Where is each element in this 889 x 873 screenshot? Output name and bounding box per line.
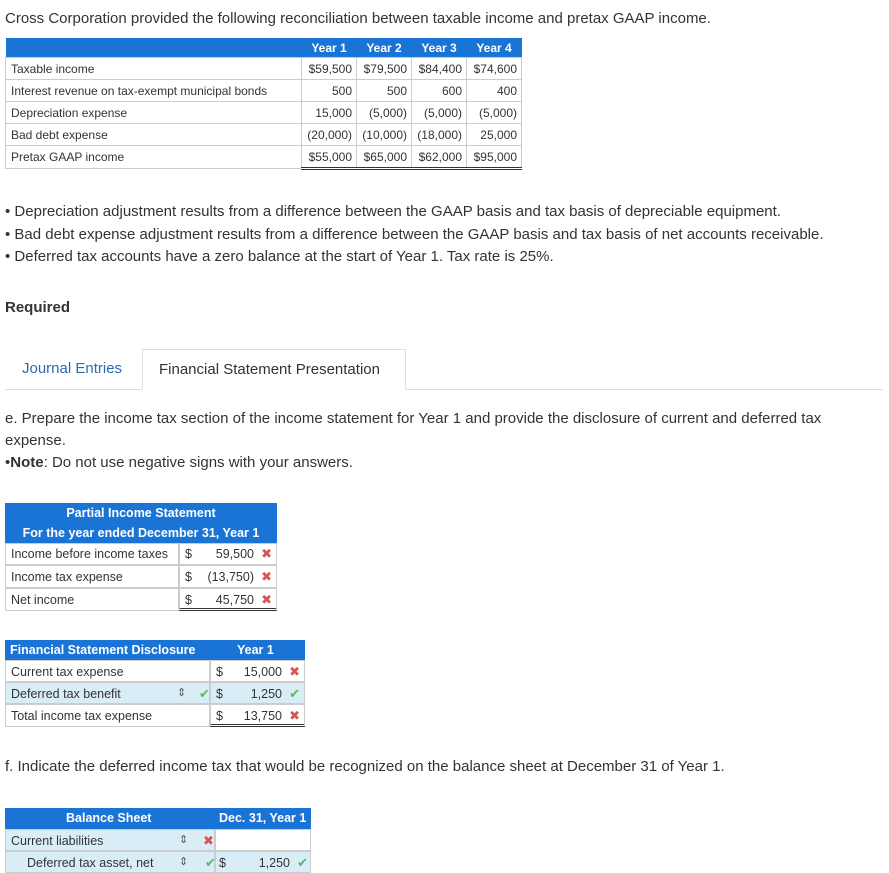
row-label: Total income tax expense bbox=[5, 704, 210, 727]
row-label: Taxable income bbox=[6, 58, 302, 80]
cell: $59,500 bbox=[302, 58, 357, 80]
table-row bbox=[5, 543, 277, 565]
tab-journal-entries[interactable]: Journal Entries bbox=[22, 360, 123, 377]
table-row bbox=[5, 682, 305, 704]
amount-value: 13,750 bbox=[243, 709, 282, 723]
col-header-year1: Year 1 bbox=[302, 38, 357, 58]
balance-sheet-table bbox=[5, 808, 311, 873]
currency-sign: $ bbox=[216, 687, 223, 701]
balance-sheet-header: Balance Sheet Dec. 31, Year 1 bbox=[5, 808, 311, 829]
header-blank bbox=[6, 38, 302, 58]
currency-sign: $ bbox=[185, 547, 192, 561]
cell: (5,000) bbox=[412, 102, 467, 124]
row-label: Current tax expense bbox=[5, 660, 210, 682]
select-value: Current liabilities bbox=[11, 834, 104, 848]
correct-icon: ✔ bbox=[199, 686, 210, 701]
row-label: Bad debt expense bbox=[6, 124, 302, 146]
cell: (10,000) bbox=[357, 124, 412, 146]
amount-input[interactable] bbox=[210, 704, 305, 727]
incorrect-icon: ✖ bbox=[261, 592, 272, 607]
row-label: Income tax expense bbox=[5, 565, 179, 588]
required-heading: Required bbox=[5, 299, 71, 316]
note: •Note: Do not use negative signs with your answers. bbox=[5, 454, 353, 471]
col-header-year4: Year 4 bbox=[467, 38, 522, 58]
select-arrows-icon: ⇕ bbox=[179, 834, 189, 846]
income-statement-header: Partial Income Statement For the year ended December 31, Year 1 bbox=[5, 503, 277, 543]
row-label: Interest revenue on tax-exempt municipal bonds bbox=[6, 80, 302, 102]
bullet-item: • Depreciation adjustment results from a difference between the GAAP basis and tax basis of depreciable equipment. bbox=[5, 203, 781, 220]
disclosure-header: Financial Statement Disclosure Year 1 bbox=[5, 640, 305, 660]
correct-icon: ✔ bbox=[205, 855, 216, 870]
currency-sign: $ bbox=[185, 570, 192, 584]
amount-value: 15,000 bbox=[243, 665, 282, 679]
incorrect-icon: ✖ bbox=[289, 664, 300, 679]
bullet-item: • Deferred tax accounts have a zero balance at the start of Year 1. Tax rate is 25%. bbox=[5, 248, 554, 265]
incorrect-icon: ✖ bbox=[203, 833, 214, 848]
dropdown-select[interactable] bbox=[5, 682, 210, 704]
cell: (5,000) bbox=[467, 102, 522, 124]
currency-sign: $ bbox=[219, 856, 226, 870]
cell: $74,600 bbox=[467, 58, 522, 80]
cell: (18,000) bbox=[412, 124, 467, 146]
table-row bbox=[5, 851, 311, 873]
dropdown-select[interactable] bbox=[5, 829, 215, 851]
row-label: Depreciation expense bbox=[6, 102, 302, 124]
amount-value: (13,750) bbox=[207, 570, 254, 584]
cell: (5,000) bbox=[357, 102, 412, 124]
select-value: Deferred tax asset, net bbox=[27, 856, 154, 870]
row-label: Pretax GAAP income bbox=[6, 146, 302, 169]
currency-sign: $ bbox=[216, 665, 223, 679]
row-label: Income before income taxes bbox=[5, 543, 179, 565]
table-row bbox=[5, 588, 277, 611]
amount-input[interactable] bbox=[210, 660, 305, 682]
amount-input[interactable] bbox=[179, 588, 277, 611]
incorrect-icon: ✖ bbox=[261, 569, 272, 584]
select-arrows-icon: ⇕ bbox=[177, 687, 187, 699]
bullet-item: • Bad debt expense adjustment results from a difference between the GAAP basis and tax basis of net accounts receivable. bbox=[5, 225, 824, 243]
cell: $84,400 bbox=[412, 58, 467, 80]
row-label: Net income bbox=[5, 588, 179, 611]
amount-value: 1,250 bbox=[250, 687, 282, 701]
part-e-instruction: e. Prepare the income tax section of the income statement for Year 1 and provide the disclosure of current and deferred tax expense. bbox=[5, 410, 822, 449]
amount-value: 45,750 bbox=[215, 593, 254, 607]
cell: $62,000 bbox=[412, 146, 467, 169]
amount-cell bbox=[215, 829, 311, 851]
select-value: Deferred tax benefit bbox=[11, 687, 121, 701]
currency-sign: $ bbox=[185, 593, 192, 607]
cell: (20,000) bbox=[302, 124, 357, 146]
bullet-list bbox=[5, 201, 824, 269]
amount-input[interactable] bbox=[179, 565, 277, 588]
select-arrows-icon: ⇕ bbox=[179, 856, 189, 868]
currency-sign: $ bbox=[216, 709, 223, 723]
cell: 600 bbox=[412, 80, 467, 102]
col-header-year3: Year 3 bbox=[412, 38, 467, 58]
table-row bbox=[5, 829, 311, 851]
cell: 15,000 bbox=[302, 102, 357, 124]
disclosure-table bbox=[5, 640, 305, 727]
part-f-instruction: f. Indicate the deferred income tax that would be recognized on the balance sheet at December 31 of Year 1. bbox=[5, 758, 725, 775]
income-statement bbox=[5, 503, 277, 611]
table-row bbox=[6, 146, 522, 169]
tab-financial-statement-presentation[interactable]: Financial Statement Presentation bbox=[142, 349, 406, 390]
cell: $95,000 bbox=[467, 146, 522, 169]
cell: 500 bbox=[357, 80, 412, 102]
amount-value: 59,500 bbox=[215, 547, 254, 561]
table-row bbox=[5, 704, 305, 727]
incorrect-icon: ✖ bbox=[289, 708, 300, 723]
amount-input[interactable] bbox=[215, 851, 311, 873]
cell: 400 bbox=[467, 80, 522, 102]
problem-intro: Cross Corporation provided the following reconciliation between taxable income and pretax GAAP income. bbox=[5, 10, 711, 27]
cell: $55,000 bbox=[302, 146, 357, 169]
table-row bbox=[6, 80, 522, 102]
table-row bbox=[6, 124, 522, 146]
cell: $65,000 bbox=[357, 146, 412, 169]
table-row bbox=[5, 565, 277, 588]
cell: 25,000 bbox=[467, 124, 522, 146]
tab-divider bbox=[5, 389, 883, 390]
cell: $79,500 bbox=[357, 58, 412, 80]
table-row bbox=[6, 58, 522, 80]
dropdown-select[interactable] bbox=[5, 851, 215, 873]
table-row bbox=[5, 660, 305, 682]
incorrect-icon: ✖ bbox=[261, 546, 272, 561]
correct-icon: ✔ bbox=[289, 686, 300, 701]
amount-input[interactable] bbox=[210, 682, 305, 704]
correct-icon: ✔ bbox=[297, 855, 308, 870]
amount-input[interactable] bbox=[179, 543, 277, 565]
cell: 500 bbox=[302, 80, 357, 102]
col-header-year2: Year 2 bbox=[357, 38, 412, 58]
reconciliation-table bbox=[5, 38, 522, 170]
table-row bbox=[6, 102, 522, 124]
amount-value: 1,250 bbox=[258, 856, 290, 870]
